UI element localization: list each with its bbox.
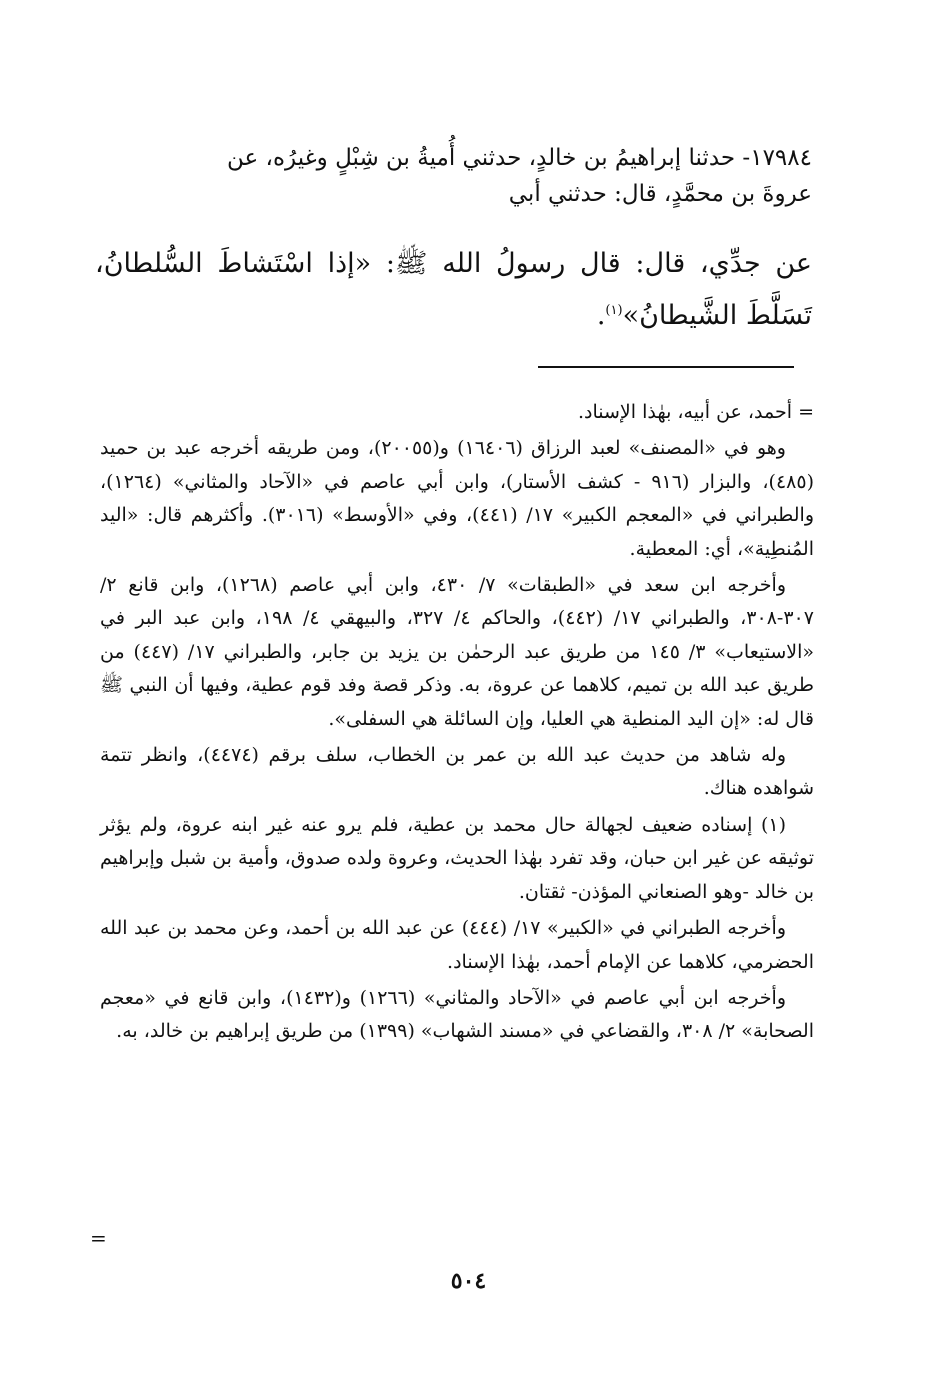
- hadith-isnad: [95, 140, 812, 212]
- isnad-line-1: ١٧٩٨٤- حدثنا إبراهيمُ بن خالدٍ، حدثني أُميةُ بن شِبْلٍ وغيرُه، عن: [227, 145, 812, 171]
- footnote-paragraph: وله شاهد من حديث عبد الله بن عمر بن الخطاب، سلف برقم (٤٤٧٤)، وانظر تتمة شواهده هناك.: [100, 744, 814, 800]
- footnote-paragraph: وأخرجه الطبراني في «الكبير» ١٧/ (٤٤٤) عن عبد الله بن أحمد، وعن محمد بن عبد الله الحضرمي، كلاهما عن الإمام أحمد، بهٰذا الإسناد.: [100, 917, 814, 973]
- footnote-paragraph: وأخرجه ابن أبي عاصم في «الآحاد والمثاني» (١٢٦٦) و(١٤٣٢)، وابن قانع في «معجم الصحابة» ٢/ ٣٠٨، والقضاعي في «مسند الشهاب» (١٣٩٩) من طريق إبراهيم بن خالد، به.: [100, 986, 814, 1043]
- isnad-line-2: عروةَ بن محمَّدٍ، قال: حدثني أبي: [508, 181, 812, 207]
- hadith-matn: [95, 238, 812, 342]
- matn-end-punctuation: .: [596, 300, 606, 331]
- footnote-paragraph: (١) إسناده ضعيف لجهالة حال محمد بن عطية، فلم يرو عنه غير ابنه عروة، ولم يؤثر توثيقه عن غير ابن حبان، وقد تفرد بهٰذا الحديث، وعروة ولده صدوق، وأمية بن شبل وإبراهيم بن خالد -وهو الصنعاني المؤذن- ثقتان.: [100, 813, 814, 903]
- continuation-mark: =: [90, 1226, 107, 1250]
- footnote-reference: (١): [605, 303, 623, 318]
- footnote-paragraph: وهو في «المصنف» لعبد الرزاق (١٦٤٠٦) و(٢٠٠٥٥)، ومن طريقه أخرجه عبد بن حميد (٤٨٥)، والبزار (٩١٦ - كشف الأستار)، وابن أبي عاصم في «الآحاد والمثاني» (١٢٦٤)، والطبراني في «المعجم الكبير» ١٧/ (٤٤١)، وفي «الأوسط» (٣٠١٦). وأكثرهم قال: «اليد المُنطِية»، أي: المعطية.: [100, 437, 814, 560]
- matn-text: عن جدِّي، قال: قال رسولُ الله ﷺ: «إذا اسْتَشاطَ السُّلطانُ، تَسَلَّطَ الشَّيطانُ»: [95, 248, 812, 331]
- footnotes: [100, 396, 814, 1052]
- footnote-paragraph: وأخرجه ابن سعد في «الطبقات» ٧/ ٤٣٠، وابن أبي عاصم (١٢٦٨)، وابن قانع ٢/ ٣٠٧-٣٠٨، والطبراني ١٧/ (٤٤٢)، والحاكم ٤/ ٣٢٧، والبيهقي ٤/ ١٩٨، وابن عبد البر في «الاستيعاب» ٣/ ١٤٥ من طريق عبد الرحمٰن بن يزيد بن جابر، والطبراني ١٧/ (٤٤٧) من طريق عبد الله بن تميم، كلاهما عن عروة، به. وذكر قصة وفد قوم عطية، وفيها أن النبي ﷺ قال له: «إن اليد المنطية هي العليا، وإن السائلة هي السفلى».: [100, 574, 814, 730]
- footnote-separator: [538, 366, 794, 368]
- page-number: ٥٠٤: [450, 1268, 487, 1294]
- footnote-paragraph: = أحمد، عن أبيه، بهٰذا الإسناد.: [577, 401, 814, 423]
- matn-text-paragraph: [95, 238, 812, 342]
